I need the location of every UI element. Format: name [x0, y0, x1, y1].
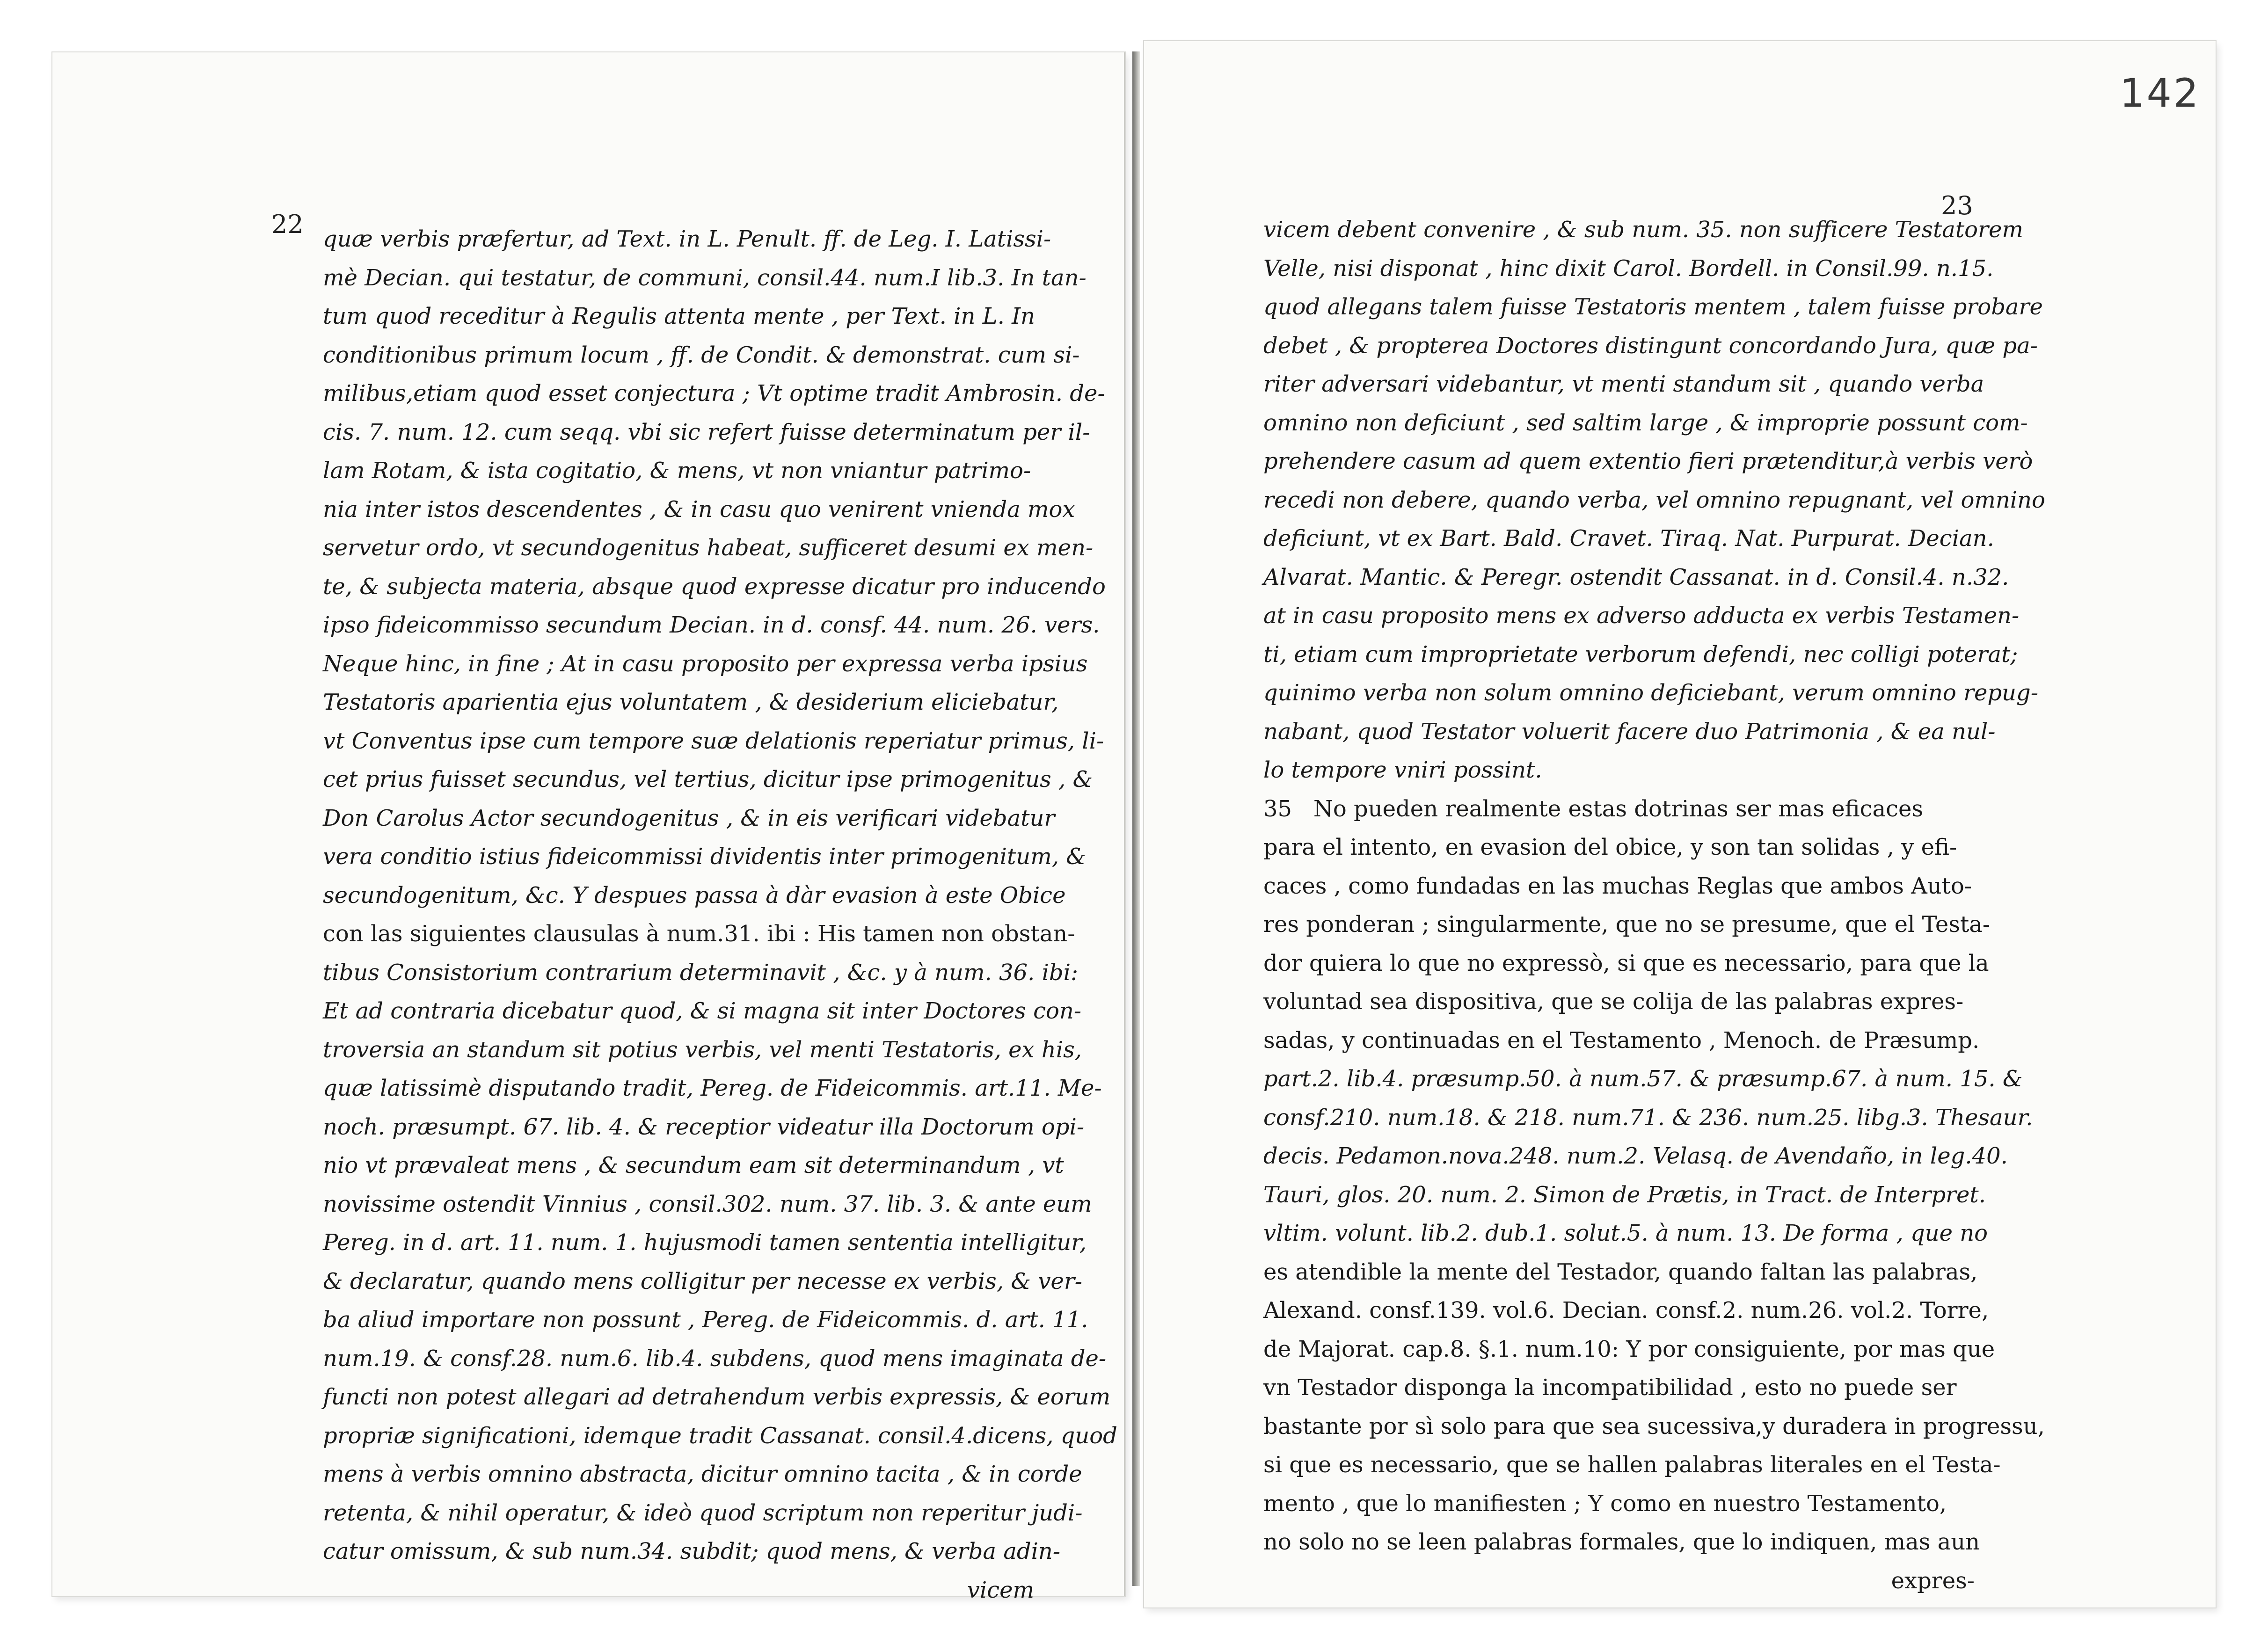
text-line: mè Decian. qui testatur, de communi, consil.44. num.I lib.3. In tan-	[323, 264, 1087, 291]
text-line: expres-	[1891, 1567, 1975, 1594]
text-line: riter adversari videbantur, vt menti standum sit , quando verba	[1263, 371, 1984, 397]
left-page-number: 22	[271, 210, 304, 239]
text-line: novissime ostendit Vinnius , consil.302. num. 37. lib. 3. & ante eum	[323, 1191, 1092, 1217]
text-line: con las siguientes clausulas à num.31. ibi : His tamen non obstan-	[323, 921, 1075, 947]
text-line: mens à verbis omnino abstracta, dicitur omnino tacita , & in corde	[323, 1461, 1082, 1487]
text-line: troversia an standum sit potius verbis, vel menti Testatoris, ex his,	[323, 1036, 1082, 1063]
text-line: bastante por sì solo para que sea sucessiva,y duradera in progressu,	[1263, 1413, 2045, 1440]
text-line: nabant, quod Testator voluerit facere duo Patrimonia , & ea nul-	[1263, 718, 1996, 745]
text-line: ba aliud importare non possunt , Pereg. de Fideicommis. d. art. 11.	[323, 1307, 1088, 1333]
right-page-text	[1263, 211, 2045, 1600]
text-line: es atendible la mente del Testador, quando faltan las palabras,	[1263, 1258, 1978, 1285]
text-line: no solo no se leen palabras formales, que lo indiquen, mas aun	[1263, 1529, 1980, 1555]
text-line: part.2. lib.4. præsump.50. à num.57. & præsump.67. à num. 15. &	[1263, 1066, 2023, 1092]
text-line: noch. præsumpt. 67. lib. 4. & receptior videatur illa Doctorum opi-	[323, 1113, 1085, 1140]
text-line: sadas, y continuadas en el Testamento , Menoch. de Præsump.	[1263, 1027, 1980, 1054]
text-line: tum quod receditur à Regulis attenta mente , per Text. in L. In	[323, 303, 1035, 329]
text-line: caces , como fundadas en las muchas Reglas que ambos Auto-	[1263, 873, 1972, 899]
text-line: mento , que lo manifiesten ; Y como en nuestro Testamento,	[1263, 1490, 1947, 1517]
text-line: deficiunt, vt ex Bart. Bald. Cravet. Tiraq. Nat. Purpurat. Decian.	[1263, 525, 1994, 552]
text-line: prehendere casum ad quem extentio fieri prætenditur,à verbis verò	[1263, 448, 2033, 474]
text-line: 35 No pueden realmente estas dotrinas ser mas eficaces	[1263, 795, 1924, 822]
text-line: milibus,etiam quod esset conjectura ; Vt optime tradit Ambrosin. de-	[323, 380, 1105, 407]
text-line: para el intento, en evasion del obice, y son tan solidas , y efi-	[1263, 834, 1957, 860]
text-line: Don Carolus Actor secundogenitus , & in eis verificari videbatur	[323, 805, 1055, 831]
text-line: num.19. & consf.28. num.6. lib.4. subdens, quod mens imaginata de-	[323, 1345, 1107, 1372]
text-line: nia inter istos descendentes , & in casu quo venirent vnienda mox	[323, 496, 1075, 523]
text-line: decis. Pedamon.nova.248. num.2. Velasq. de Avendaño, in leg.40.	[1263, 1143, 2008, 1169]
text-line: nio vt prævaleat mens , & secundum eam sit determinandum , vt	[323, 1152, 1064, 1178]
text-line: & declaratur, quando mens colligitur per necesse ex verbis, & ver-	[323, 1268, 1082, 1295]
text-line: vicem	[967, 1577, 1034, 1603]
text-line: ipso fideicommisso secundum Decian. in d. consf. 44. num. 26. vers.	[323, 612, 1100, 638]
text-line: tibus Consistorium contrarium determinavit , &c. y à num. 36. ibi:	[323, 959, 1079, 986]
text-line: dor quiera lo que no expressò, si que es necessario, para que la	[1263, 950, 1989, 976]
text-line: te, & subjecta materia, absque quod expresse dicatur pro inducendo	[323, 573, 1106, 600]
archive-folio-number: 142	[2120, 70, 2201, 116]
text-line: cis. 7. num. 12. cum seqq. vbi sic refert fuisse determinatum per il-	[323, 419, 1090, 445]
text-line: cet prius fuisset secundus, vel tertius, dicitur ipse primogenitus , &	[323, 766, 1093, 793]
text-line: Neque hinc, in fine ; At in casu proposito per expressa verba ipsius	[323, 650, 1088, 677]
text-line: at in casu proposito mens ex adverso adducta ex verbis Testamen-	[1263, 603, 2020, 629]
text-line: consf.210. num.18. & 218. num.71. & 236. num.25. libg.3. Thesaur.	[1263, 1104, 2033, 1131]
text-line: Velle, nisi disponat , hinc dixit Carol. Bordell. in Consil.99. n.15.	[1263, 255, 1994, 282]
right-page-number: 23	[1941, 191, 1973, 220]
text-line: si que es necessario, que se hallen palabras literales en el Testa-	[1263, 1452, 2001, 1478]
text-line: vt Conventus ipse cum tempore suæ delationis reperiatur primus, li-	[323, 727, 1104, 754]
text-line: vn Testador disponga la incompatibilidad , esto no puede ser	[1263, 1375, 1957, 1401]
text-line: quinimo verba non solum omnino deficiebant, verum omnino repug-	[1263, 680, 2038, 706]
text-line: vicem debent convenire , & sub num. 35. non sufficere Testatorem	[1263, 217, 2023, 243]
text-line: Tauri, glos. 20. num. 2. Simon de Prætis, in Tract. de Interpret.	[1263, 1181, 1986, 1208]
text-line: debet , & propterea Doctores distingunt concordando Jura, quæ pa-	[1263, 332, 2038, 359]
text-line: lam Rotam, & ista cogitatio, & mens, vt non vniantur patrimo-	[323, 458, 1031, 484]
text-line: Pereg. in d. art. 11. num. 1. hujusmodi tamen sententia intelligitur,	[323, 1229, 1087, 1256]
text-line: lo tempore vniri possint.	[1263, 757, 1542, 783]
text-line: vltim. volunt. lib.2. dub.1. solut.5. à num. 13. De forma , que no	[1263, 1220, 1988, 1246]
text-line: catur omissum, & sub num.34. subdit; quod mens, & verba adin-	[323, 1538, 1061, 1564]
text-line: quæ verbis præfertur, ad Text. in L. Penult. ff. de Leg. I. Latissi-	[323, 226, 1051, 252]
book-gutter	[1132, 51, 1140, 1586]
text-line: res ponderan ; singularmente, que no se presume, que el Testa-	[1263, 911, 1991, 938]
left-page-text	[323, 220, 1117, 1609]
text-line: Et ad contraria dicebatur quod, & si magna sit inter Doctores con-	[323, 998, 1081, 1024]
text-line: secundogenitum, &c. Y despues passa à dàr evasion à este Obice	[323, 882, 1066, 909]
text-line: Testatoris aparientia ejus voluntatem , & desiderium eliciebatur,	[323, 689, 1059, 715]
text-line: retenta, & nihil operatur, & ideò quod scriptum non reperitur judi-	[323, 1499, 1083, 1526]
text-line: ti, etiam cum improprietate verborum defendi, nec colligi poterat;	[1263, 641, 2018, 668]
text-line: servetur ordo, vt secundogenitus habeat, sufficeret desumi ex men-	[323, 535, 1094, 561]
text-line: omnino non deficiunt , sed saltim large , & improprie possunt com-	[1263, 409, 2028, 436]
text-line: de Majorat. cap.8. §.1. num.10: Y por consiguiente, por mas que	[1263, 1336, 1995, 1362]
text-line: recedi non debere, quando verba, vel omnino repugnant, vel omnino	[1263, 487, 2045, 513]
text-line: Alvarat. Mantic. & Peregr. ostendit Cassanat. in d. Consil.4. n.32.	[1263, 564, 2009, 590]
text-line: vera conditio istius fideicommissi dividentis inter primogenitum, &	[323, 844, 1086, 870]
text-line: functi non potest allegari ad detrahendum verbis expressis, & eorum	[323, 1384, 1111, 1410]
text-line: quod allegans talem fuisse Testatoris mentem , talem fuisse probare	[1263, 294, 2043, 320]
text-line: voluntad sea dispositiva, que se colija de las palabras expres-	[1263, 989, 1964, 1015]
text-line: propriæ significationi, idemque tradit Cassanat. consil.4.dicens, quod	[323, 1422, 1117, 1449]
text-line: conditionibus primum locum , ff. de Condit. & demonstrat. cum si-	[323, 342, 1080, 368]
text-line: quæ latissimè disputando tradit, Pereg. de Fideicommis. art.11. Me-	[323, 1075, 1102, 1101]
text-line: Alexand. consf.139. vol.6. Decian. consf.2. num.26. vol.2. Torre,	[1263, 1297, 1989, 1324]
